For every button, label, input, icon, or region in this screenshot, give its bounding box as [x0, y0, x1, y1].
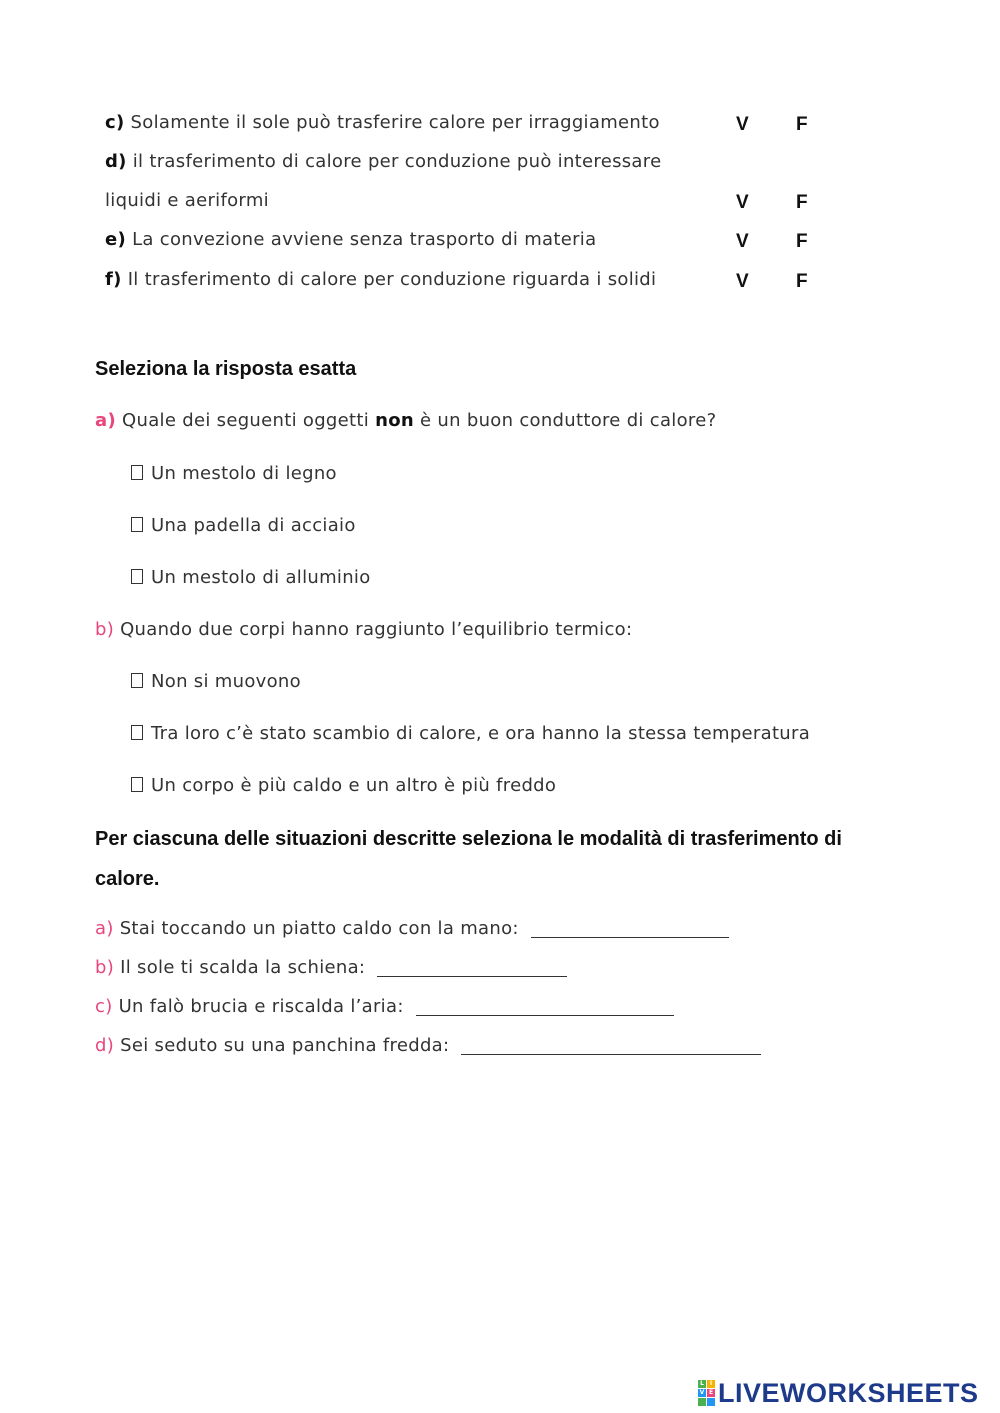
- section-heading: Seleziona la risposta esatta: [95, 358, 357, 380]
- true-option[interactable]: V: [736, 114, 749, 135]
- fill-item-a: [95, 918, 729, 939]
- question-text: Quando due corpi hanno raggiunto l’equilibrio termico:: [120, 619, 633, 640]
- question-emphasis: non: [375, 410, 414, 431]
- item-label: a): [95, 918, 114, 939]
- logo-icon-tile: E: [708, 1389, 714, 1396]
- tf-item-e: [105, 229, 596, 250]
- option[interactable]: [131, 463, 337, 484]
- false-option[interactable]: F: [796, 271, 808, 292]
- option[interactable]: [131, 515, 356, 536]
- tf-item-d: [105, 151, 661, 172]
- section-heading: Per ciascuna delle situazioni descritte seleziona le modalità di trasferimento di: [95, 828, 842, 850]
- question-b: [95, 619, 632, 640]
- question-text: Quale dei seguenti oggetti: [122, 410, 370, 431]
- tf-label: d): [105, 151, 127, 172]
- tf-statement: il trasferimento di calore per conduzione può interessare: [132, 151, 662, 172]
- answer-blank[interactable]: [461, 1036, 761, 1055]
- tf-label: e): [105, 229, 127, 250]
- answer-blank[interactable]: [531, 919, 729, 938]
- true-option[interactable]: V: [736, 271, 749, 292]
- question-text: è un buon conduttore di calore?: [420, 410, 717, 431]
- answer-blank[interactable]: [416, 997, 674, 1016]
- tf-statement: Solamente il sole può trasferire calore per irraggiamento: [130, 112, 660, 133]
- option-text: Un mestolo di alluminio: [151, 567, 371, 588]
- item-text: Un falò brucia e riscalda l’aria:: [118, 996, 404, 1017]
- logo-text: LIVEWORKSHEETS: [718, 1377, 979, 1408]
- tf-statement-continued: liquidi e aeriformi: [105, 190, 269, 211]
- false-option[interactable]: F: [796, 192, 808, 213]
- tf-item-c: [105, 112, 660, 133]
- item-label: d): [95, 1035, 115, 1056]
- item-label: c): [95, 996, 113, 1017]
- checkbox[interactable]: [131, 517, 143, 532]
- item-text: Sei seduto su una panchina fredda:: [120, 1035, 450, 1056]
- checkbox[interactable]: [131, 673, 143, 688]
- question-label: a): [95, 410, 116, 431]
- logo-icon-tile: [698, 1398, 706, 1406]
- option-text: Una padella di acciaio: [151, 515, 356, 536]
- item-text: Il sole ti scalda la schiena:: [120, 957, 366, 978]
- logo-icon-tile: V: [699, 1389, 705, 1396]
- question-a: [95, 410, 716, 431]
- item-text: Stai toccando un piatto caldo con la mano:: [119, 918, 519, 939]
- fill-item-c: [95, 996, 674, 1017]
- liveworksheets-logo: [698, 1378, 979, 1408]
- option-text: Un corpo è più caldo e un altro è più freddo: [151, 775, 557, 796]
- option[interactable]: [131, 671, 301, 692]
- true-option[interactable]: V: [736, 192, 749, 213]
- option[interactable]: [131, 567, 371, 588]
- section-heading-continued: calore.: [95, 868, 160, 890]
- option-text: Tra loro c’è stato scambio di calore, e ora hanno la stessa temperatura: [151, 723, 811, 744]
- tf-label: c): [105, 112, 125, 133]
- item-label: b): [95, 957, 115, 978]
- fill-item-b: [95, 957, 567, 978]
- question-label: b): [95, 619, 115, 640]
- option[interactable]: [131, 723, 810, 744]
- checkbox[interactable]: [131, 465, 143, 480]
- tf-label: f): [105, 269, 122, 290]
- logo-icon-tile: I: [707, 1380, 715, 1388]
- checkbox[interactable]: [131, 569, 143, 584]
- tf-statement: La convezione avviene senza trasporto di materia: [132, 229, 597, 250]
- false-option[interactable]: F: [796, 231, 808, 252]
- option[interactable]: [131, 775, 556, 796]
- tf-item-f: [105, 269, 656, 290]
- option-text: Non si muovono: [151, 671, 301, 692]
- checkbox[interactable]: [131, 777, 143, 792]
- checkbox[interactable]: [131, 725, 143, 740]
- true-option[interactable]: V: [736, 231, 749, 252]
- option-text: Un mestolo di legno: [151, 463, 337, 484]
- false-option[interactable]: F: [796, 114, 808, 135]
- logo-icon-tile: [707, 1398, 715, 1406]
- fill-item-d: [95, 1035, 761, 1056]
- tf-statement: Il trasferimento di calore per conduzione riguarda i solidi: [127, 269, 657, 290]
- logo-icon: [698, 1380, 715, 1406]
- answer-blank[interactable]: [377, 958, 567, 977]
- logo-icon-tile: L: [698, 1380, 706, 1388]
